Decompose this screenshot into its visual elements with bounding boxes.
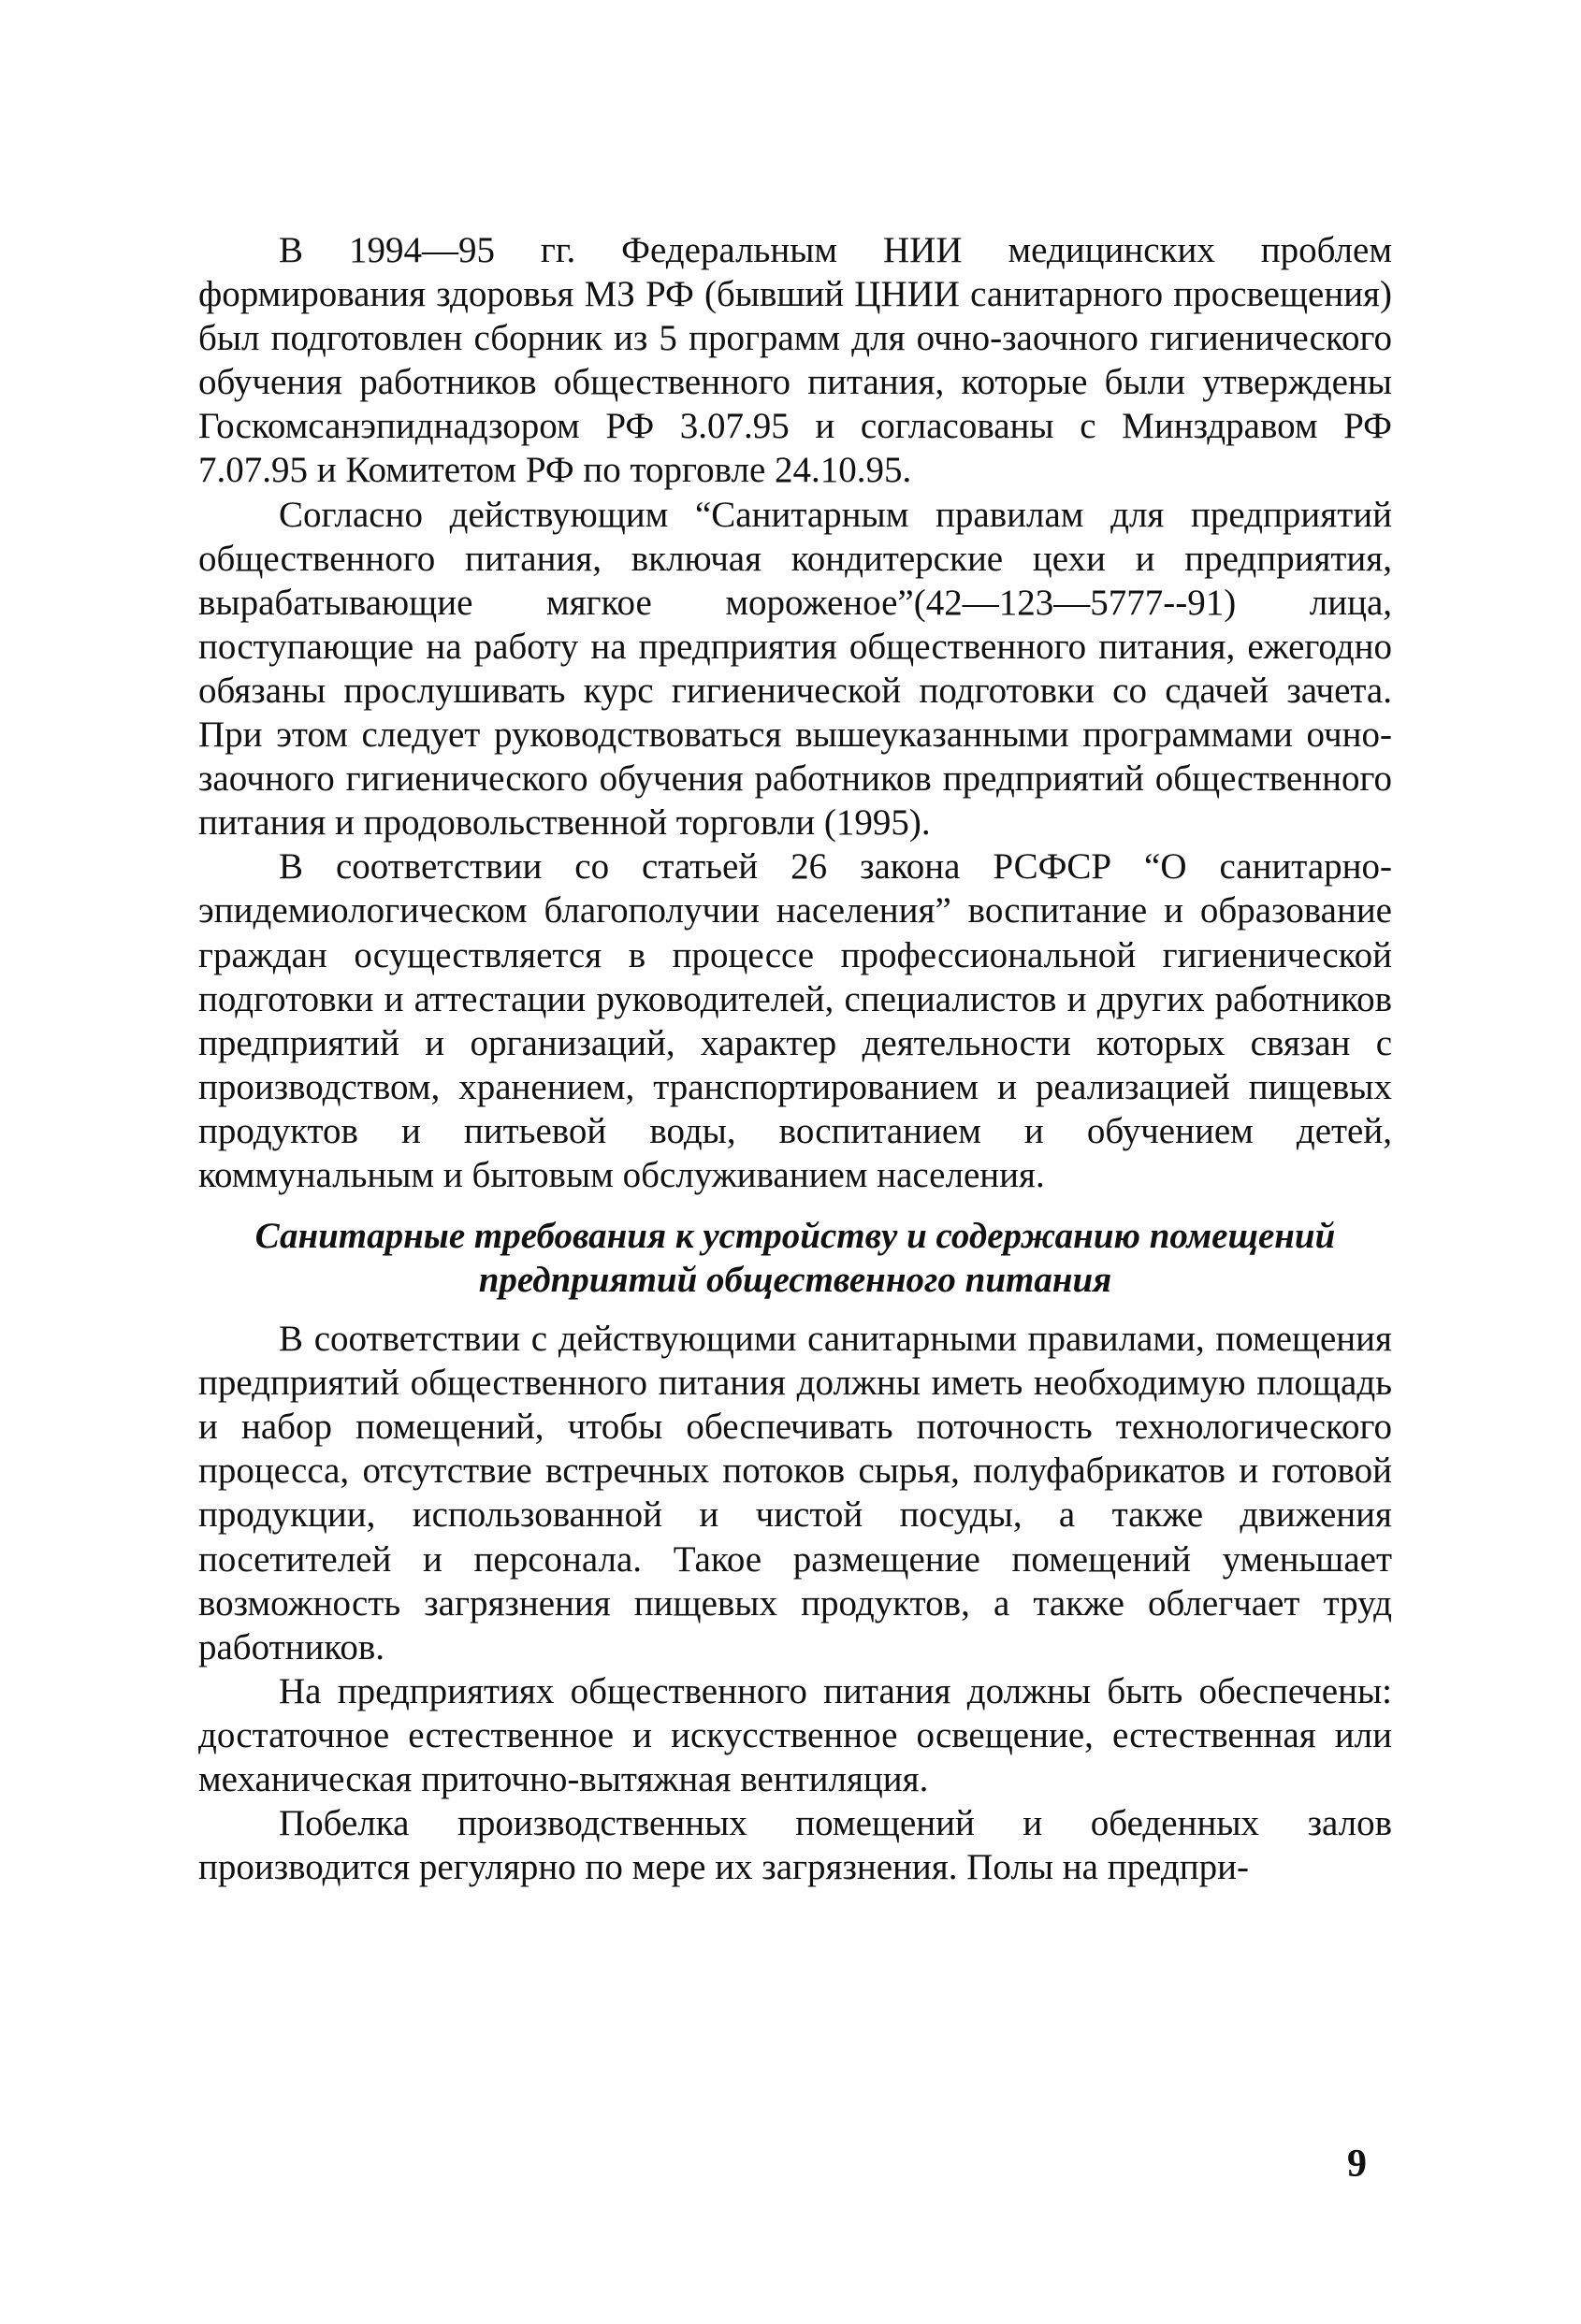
paragraph-1: В 1994—95 гг. Федеральным НИИ медицинских проблем формирования здоровья МЗ РФ (бывший ЦНИИ санитарного просвещения) был подготовлен сборник из 5 программ для очно-заочного гигиенического обучения работников общественного питания, которые были утверждены Госкомсанэпиднадзором РФ 3.07.95 и согласованы с Минздравом РФ 7.07.95 и Комитетом РФ по торговле 24.10.95.: [198, 230, 1392, 491]
paragraph-3: В соответствии со статьей 26 закона РСФСР “О санитарно-эпидемиологическом благополучии населения” воспитание и образование граждан осуществляется в процессе профессиональной гигиенической подготовки и аттестации руководителей, специалистов и других работников предприятий и организаций, характер деятельности которых связан с производством, хранением, транспортированием и реализацией пищевых продуктов и питьевой воды, воспитанием и обучением детей, коммунальным и бытовым обслуживанием населения.: [198, 846, 1392, 1195]
paragraph-4: В соответствии с действующими санитарными правилами, помещения предприятий общественного питания должны иметь необходимую площадь и набор помещений, чтобы обеспечивать поточность технологического процесса, отсутствие встречных потоков сырья, полуфабрикатов и готовой продукции, использованной и чистой посуды, а также движения посетителей и персонала. Такое размещение помещений уменьшает возможность загрязнения пищевых продуктов, а также облегчает труд работников.: [198, 1319, 1392, 1667]
paragraph-6: Побелка производственных помещений и обеденных залов производится регулярно по мере их загрязнения. Полы на предпри-: [198, 1803, 1392, 1888]
section-heading-line-1: Санитарные требования к устройству и содержанию помещений: [254, 1216, 1336, 1257]
section-heading-line-2: предприятий общественного питания: [478, 1260, 1112, 1301]
paragraph-2: Согласно действующим “Санитарным правилам для предприятий общественного питания, включая кондитерские цехи и предприятия, вырабатывающие мягкое мороженое”(42—123—5777--91) лица, поступающие на работу на предприятия общественного питания, ежегодно обязаны прослушивать курс гигиенической подготовки со сдачей зачета. При этом следует руководствоваться вышеуказанными программами очно-заочного гигиенического обучения работников предприятий общественного питания и продовольственной торговли (1995).: [198, 494, 1392, 844]
paragraph-5: На предприятиях общественного питания должны быть обеспечены: достаточное естественное и искусственное освещение, естественная или механическая приточно-вытяжная вентиляция.: [198, 1670, 1392, 1799]
page-number: 9: [1347, 2143, 1367, 2186]
section-heading: [198, 1214, 1392, 1302]
page-body: [198, 228, 1392, 1889]
